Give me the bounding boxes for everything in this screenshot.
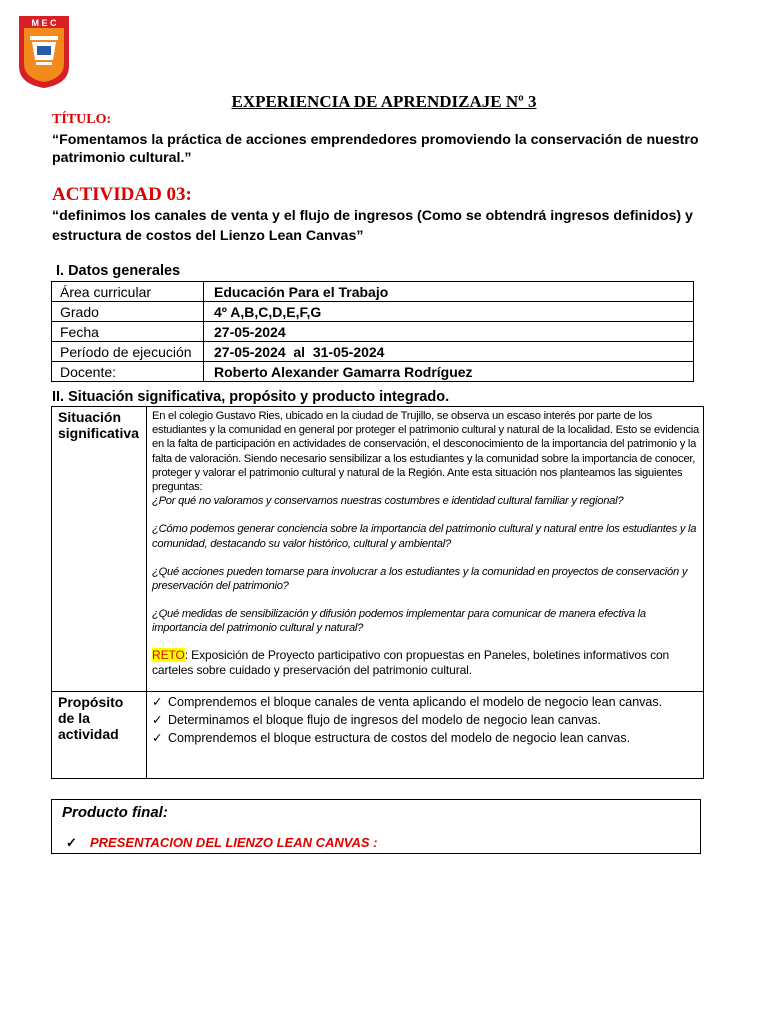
proposito-label-line2: de la	[58, 710, 90, 726]
proposito-list	[152, 693, 662, 747]
situacion-label-line1: Situación	[58, 409, 122, 425]
actividad-text: “definimos los canales de venta y el flujo de ingresos (Como se obtendrá ingresos definidos) y estructura de costos del Lienzo Lean Canvas”	[52, 208, 693, 244]
titulo-label: TÍTULO:	[52, 112, 112, 127]
datos-generales-heading: I. Datos generales	[56, 263, 181, 279]
row-key: Grado	[52, 302, 204, 322]
situacion-content	[152, 409, 700, 678]
situacion-label	[58, 409, 139, 441]
proposito-label-line1: Propósito	[58, 694, 124, 710]
main-title: EXPERIENCIA DE APRENDIZAJE Nº 3	[231, 92, 537, 111]
table-row	[52, 322, 694, 342]
situacion-box	[51, 406, 704, 692]
column-divider	[146, 406, 147, 692]
checkmark-icon: ✓	[152, 695, 163, 709]
situacion-heading: II. Situación significativa, propósito y producto integrado.	[52, 389, 450, 405]
row-key: Área curricular	[52, 282, 204, 302]
row-key: Período de ejecución	[52, 342, 204, 362]
producto-box	[51, 799, 701, 854]
proposito-label	[58, 694, 123, 742]
checkmark-icon: ✓	[66, 835, 77, 850]
proposito-label-line3: actividad	[58, 726, 119, 742]
list-item-text: Comprendemos el bloque estructura de costos del modelo de negocio lean canvas.	[168, 731, 631, 745]
table-row	[52, 282, 694, 302]
row-value: Roberto Alexander Gamarra Rodríguez	[204, 362, 694, 382]
row-value: 27-05-2024	[204, 322, 694, 342]
reto-text: : Exposición de Proyecto participativo con propuestas en Paneles, boletines informativos con carteles sobre cuidado y preservación del patrimonio cultural.	[152, 647, 670, 677]
row-key: Fecha	[52, 322, 204, 342]
list-item-text: Comprendemos el bloque canales de venta aplicando el modelo de negocio lean canvas.	[168, 695, 663, 709]
list-item-text: Determinamos el bloque flujo de ingresos del modelo de negocio lean canvas.	[168, 713, 601, 727]
column-divider	[146, 691, 147, 778]
table-row	[52, 342, 694, 362]
actividad-label: ACTIVIDAD 03:	[52, 184, 192, 205]
list-item	[152, 693, 662, 711]
datos-generales-table	[51, 281, 694, 382]
svg-text:M E C: M E C	[31, 18, 57, 28]
question-4: ¿Qué medidas de sensibilización y difusión podemos implementar para comunicar de manera efectiva la importancia del patrimonio cultural y natural?	[152, 608, 646, 635]
question-1: ¿Por qué no valoramos y conservamos nuestras costumbres e identidad cultural familiar y regional?	[152, 495, 624, 508]
table-row	[52, 302, 694, 322]
reto-label: RETO	[152, 647, 185, 662]
list-item	[152, 729, 662, 747]
titulo-text: “Fomentamos la práctica de acciones emprendedores promoviendo la conservación de nuestro patrimonio cultural.”	[52, 132, 699, 166]
row-key: Docente:	[52, 362, 204, 382]
producto-item	[66, 835, 377, 851]
school-logo	[16, 14, 72, 90]
table-row	[52, 362, 694, 382]
producto-item-text: PRESENTACION DEL LIENZO LEAN CANVAS :	[90, 835, 378, 850]
producto-title: Producto final:	[62, 804, 168, 821]
question-2: ¿Cómo podemos generar conciencia sobre la importancia del patrimonio cultural y natural entre los estudiantes y la comunidad, destacando su valor histórico, cultural y ambiental?	[152, 523, 697, 550]
row-value: Educación Para el Trabajo	[204, 282, 694, 302]
situacion-label-line2: significativa	[58, 425, 139, 441]
proposito-box	[51, 691, 704, 779]
row-value: 4º A,B,C,D,E,F,G	[204, 302, 694, 322]
checkmark-icon: ✓	[152, 713, 163, 727]
question-3: ¿Qué acciones pueden tomarse para involucrar a los estudiantes y la comunidad en proyectos de conservación y preservación del patrimonio?	[152, 565, 688, 593]
row-value: 27-05-2024 al 31-05-2024	[204, 342, 694, 362]
situacion-description: En el colegio Gustavo Ries, ubicado en la ciudad de Trujillo, se observa un escaso interés por parte de los estudiantes y la comunidad en general por proteger el patrimonio cultural y natural de la localidad. Esto se evidencia en la falta de participación en actividades de conservación, el desconocimiento de la importancia del patrimonio y la falta de valoración. Siendo necesario sensibilizar a los estudiantes y la comunidad sobre la importancia de conocer, proteger y valorar el patrimonio cultural y natural de la Región. Ante esta situación nos planteamos las siguientes preguntas:	[152, 410, 700, 494]
checkmark-icon: ✓	[152, 731, 163, 745]
reto-paragraph	[152, 648, 700, 678]
list-item	[152, 711, 662, 729]
